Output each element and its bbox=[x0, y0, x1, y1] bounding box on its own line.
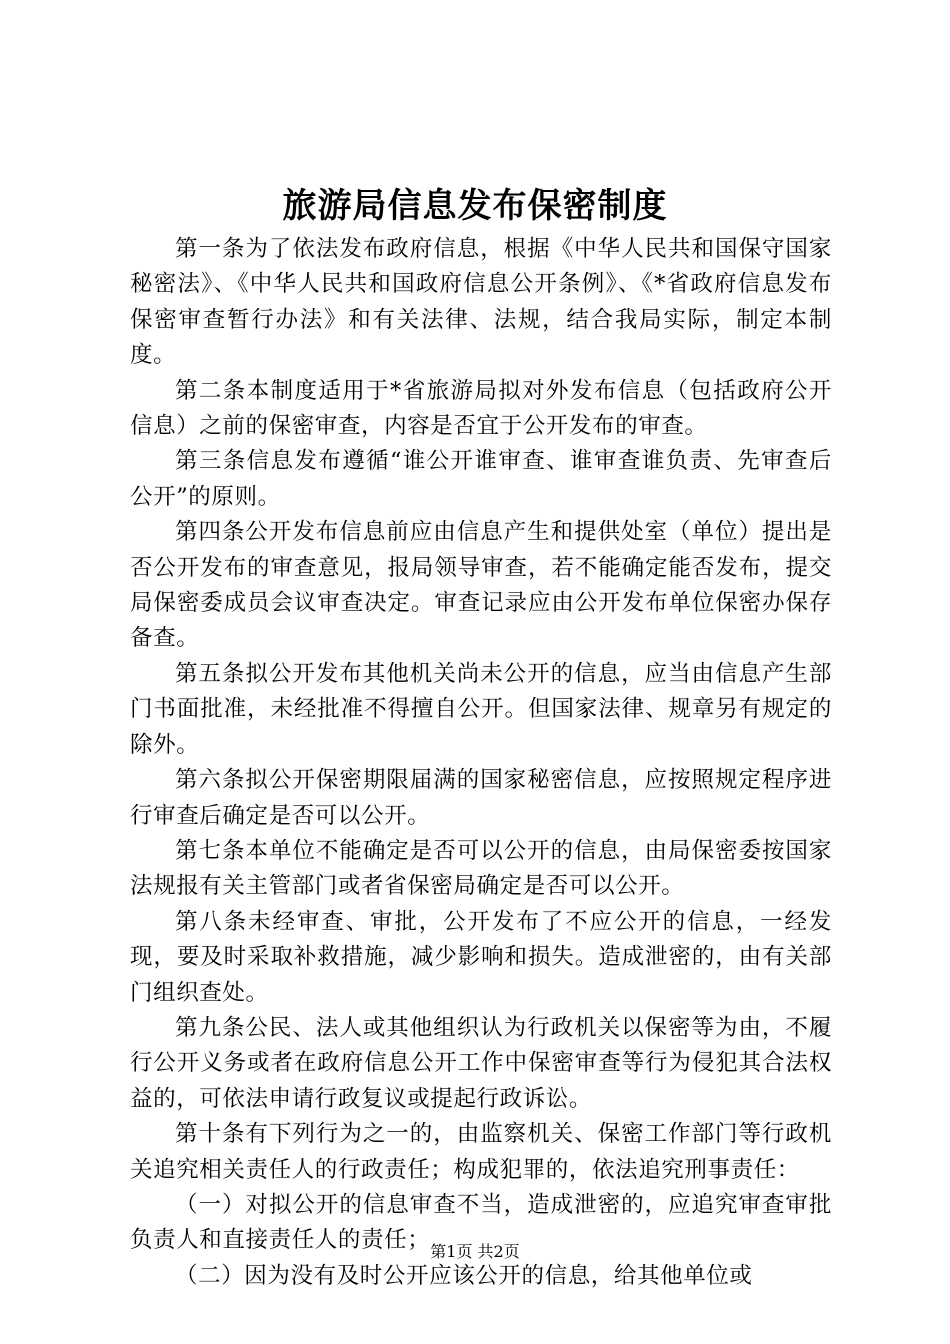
paragraph-article-10: 第十条有下列行为之一的，由监察机关、保密工作部门等行政机关追究相关责任人的行政责任；构成犯罪的，依法追究刑事责任： bbox=[130, 1121, 832, 1183]
paragraph-article-3: 第三条信息发布遵循“谁公开谁审查、谁审查谁负责、先审查后公开”的原则。 bbox=[130, 448, 832, 510]
paragraph-article-7: 第七条本单位不能确定是否可以公开的信息，由局保密委按国家法规报有关主管部门或者省保密局确定是否可以公开。 bbox=[130, 837, 832, 900]
paragraph-article-5: 第五条拟公开发布其他机关尚未公开的信息，应当由信息产生部门书面批准，未经批准不得擅自公开。但国家法律、规章另有规定的除外。 bbox=[130, 660, 832, 758]
paragraph-item-1: （一）对拟公开的信息审查不当，造成泄密的，应追究审查审批负责人和直接责任人的责任； bbox=[130, 1191, 832, 1254]
paragraph-article-6: 第六条拟公开保密期限届满的国家秘密信息，应按照规定程序进行审查后确定是否可以公开。 bbox=[130, 767, 832, 829]
page-number-footer: 第1页 共2页 bbox=[430, 1242, 520, 1261]
paragraph-article-1: 第一条为了依法发布政府信息，根据《中华人民共和国保守国家秘密法》、《中华人民共和国政府信息公开条例》、《*省政府信息发布保密审查暂行办法》和有关法律、法规，结合我局实际，制定本制度。 bbox=[130, 236, 832, 369]
paragraph-article-9: 第九条公民、法人或其他组织认为行政机关以保密等为由，不履行公开义务或者在政府信息公开工作中保密审查等行为侵犯其合法权益的，可依法申请行政复议或提起行政诉讼。 bbox=[130, 1014, 832, 1112]
paragraph-item-2: （二）因为没有及时公开应该公开的信息，给其他单位或 bbox=[175, 1262, 753, 1289]
paragraph-article-8: 第八条未经审查、审批，公开发布了不应公开的信息，一经发现，要及时采取补救措施，减少影响和损失。造成泄密的，由有关部门组织查处。 bbox=[130, 908, 832, 1006]
document-title: 旅游局信息发布保密制度 bbox=[282, 186, 668, 226]
paragraph-article-2: 第二条本制度适用于*省旅游局拟对外发布信息（包括政府公开信息）之前的保密审查，内容是否宜于公开发布的审查。 bbox=[130, 377, 832, 440]
document-body bbox=[130, 232, 832, 1294]
paragraph-article-4: 第四条公开发布信息前应由信息产生和提供处室（单位）提出是否公开发布的审查意见，报局领导审查，若不能确定能否发布，提交局保密委成员会议审查决定。审查记录应由公开发布单位保密办保存备查。 bbox=[130, 519, 832, 652]
